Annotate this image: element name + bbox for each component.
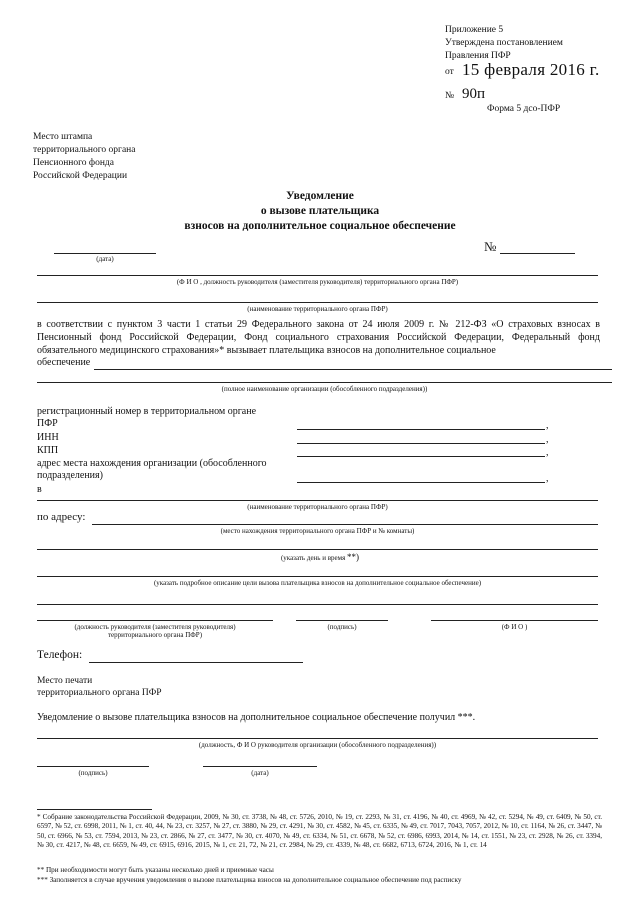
footnote-divider xyxy=(37,809,152,810)
signature-line[interactable] xyxy=(296,620,388,621)
position-caption: (должность руководителя (заместителя руководителя) территориального органа ПФР) xyxy=(74,623,236,639)
number-prefix: № xyxy=(445,91,455,101)
recipient-caption: (должность, Ф И О руководителя организации (обособленного подразделения)) xyxy=(198,741,437,749)
purpose-line[interactable] xyxy=(37,576,598,577)
phone-field[interactable] xyxy=(89,662,303,663)
org-name-caption: (наименование территориального органа ПФР) xyxy=(247,305,388,313)
date-prefix: от xyxy=(445,67,454,77)
board-label: Правления ПФР xyxy=(445,51,511,61)
comma-4: , xyxy=(546,473,549,484)
inn-field[interactable] xyxy=(297,443,545,444)
day-time-line[interactable] xyxy=(37,549,598,550)
org-name2-line[interactable] xyxy=(37,500,598,501)
comma-3: , xyxy=(546,447,549,458)
purpose-line-2[interactable] xyxy=(37,604,598,605)
org-name2-caption: (наименование территориального органа ПФР) xyxy=(247,503,388,511)
kpp-label: КПП xyxy=(37,445,59,456)
footnote-2: ** При необходимости могут быть указаны несколько дней и приемные часы xyxy=(37,866,274,874)
comma-1: , xyxy=(546,420,549,431)
stamp-place: Место штампа территориального органа Пенсионного фонда Российской Федерации xyxy=(33,132,136,181)
full-org-name-caption: (полное наименование организации (обособленного подразделения)) xyxy=(221,385,428,393)
date2-caption: (дата) xyxy=(251,769,269,777)
footnote-1: * Собрание законодательства Российской Федерации, 2009, № 30, ст. 3738, № 48, ст. 5726, 2010, № 19, ст. 2293, № 31, ст. 4196, № 40, ст. 4969, № 42, ст. 5294, № 49, ст. 6409, № 50, ст. 6597, № 52, ст. 6998, 2011, № 1, ст. 40, 44, № 23, ст. 3257, № 27, ст. 3880, № 29, ст. 4291, № 30, ст. 4582, № 45, ст. 6335, № 49, ст. 7017, 7043, 7057, 2012, № 10, ст. 1164, № 26, ст. 3447, № 50, ст. 6966, № 53, ст. 7594, 2013, № 23, ст. 2866, № 27, ст. 3477, № 30, ст. 4070, № 49, ст. 6334, № 51, ст. 6678, № 52, ст. 6986, 6993, 2014, № 14, ст. 1551, № 23, ст. 2928, № 26, ст. 3394, № 30, ст. 4217, № 48, ст. 6659, № 49, ст. 6915, 6916, 2015, № 1, ст. 21, 72, № 21, ст. 2984, № 29, ст. 4339, № 48, ст. 6682, 6713, 6724, 2016, № 1, ст. 14 xyxy=(37,813,602,850)
form-label: Форма 5 дсо-ПФР xyxy=(487,104,561,114)
address-label: адрес места нахождения организации (обособленного подразделения) xyxy=(37,458,267,481)
payer-short-line[interactable] xyxy=(94,369,612,370)
recipient-line[interactable] xyxy=(37,738,598,739)
kpp-field[interactable] xyxy=(297,456,545,457)
received-statement: Уведомление о вызове плательщика взносов на дополнительное социальное обеспечение получил ***. xyxy=(37,712,476,723)
signature2-caption: (подпись) xyxy=(78,769,108,777)
purpose-caption: (указать подробное описание цели вызова плательщика взносов на дополнительное социальное обеспечение) xyxy=(153,579,482,587)
document-title: Уведомление о вызове плательщика взносов на дополнительное социальное обеспечение xyxy=(184,190,456,232)
address2-line[interactable] xyxy=(92,524,598,525)
footnote-3: *** Заполняется в случае вручения уведомления о вызове плательщика взносов на дополнительное социальное обеспечение под расписку xyxy=(37,876,462,884)
seal-place: Место печати территориального органа ПФР xyxy=(37,676,162,698)
signature-caption: (подпись) xyxy=(327,623,357,631)
resolution-number: 90п xyxy=(462,86,486,102)
approved-label: Утверждена постановлением xyxy=(445,38,563,48)
pfr-reg-field[interactable] xyxy=(297,429,545,430)
position-line[interactable] xyxy=(37,620,273,621)
fio-head-caption: (Ф И О , должность руководителя (заместителя руководителя) территориального органа ПФР) xyxy=(176,278,459,286)
main-paragraph: в соответствии с пунктом 3 части 1 статьи 29 Федерального закона от 24 июля 2009 г. № 212-ФЗ «О страховых взносах в Пенсионный фонд Российской Федерации, Фонд социального страхования Российской Федерации, Федеральный фонд обязательного медицинского страхования»* вызывает плательщика взносов на дополнительное социальное xyxy=(37,319,600,356)
paragraph-end: обеспечение xyxy=(37,357,91,368)
date-field-line[interactable] xyxy=(54,253,156,254)
org-name-line[interactable] xyxy=(37,302,598,303)
day-time-caption: (указать день и время **) xyxy=(280,552,360,562)
notice-number-line[interactable] xyxy=(500,253,575,254)
fio-caption: (Ф И О ) xyxy=(501,623,528,631)
full-org-name-line[interactable] xyxy=(37,382,612,383)
signature2-line[interactable] xyxy=(37,766,149,767)
reg-number-label: регистрационный номер в территориальном органе xyxy=(37,406,257,417)
location-caption: (место нахождения территориального органа ПФР и № комнаты) xyxy=(220,527,415,535)
appendix-label: Приложение 5 xyxy=(445,25,504,35)
date-caption: (дата) xyxy=(96,255,114,263)
at-address-label: по адресу: xyxy=(37,511,86,523)
pfr-label: ПФР xyxy=(37,418,58,429)
no-sign: № xyxy=(484,239,497,254)
phone-label: Телефон: xyxy=(37,649,83,661)
fio-line[interactable] xyxy=(431,620,598,621)
inn-label: ИНН xyxy=(37,432,59,443)
date2-line[interactable] xyxy=(203,766,317,767)
in-label: в xyxy=(37,484,42,495)
resolution-date: 15 февраля 2016 г. xyxy=(462,60,600,79)
fio-head-line[interactable] xyxy=(37,275,598,276)
address-field[interactable] xyxy=(297,482,545,483)
comma-2: , xyxy=(546,434,549,445)
